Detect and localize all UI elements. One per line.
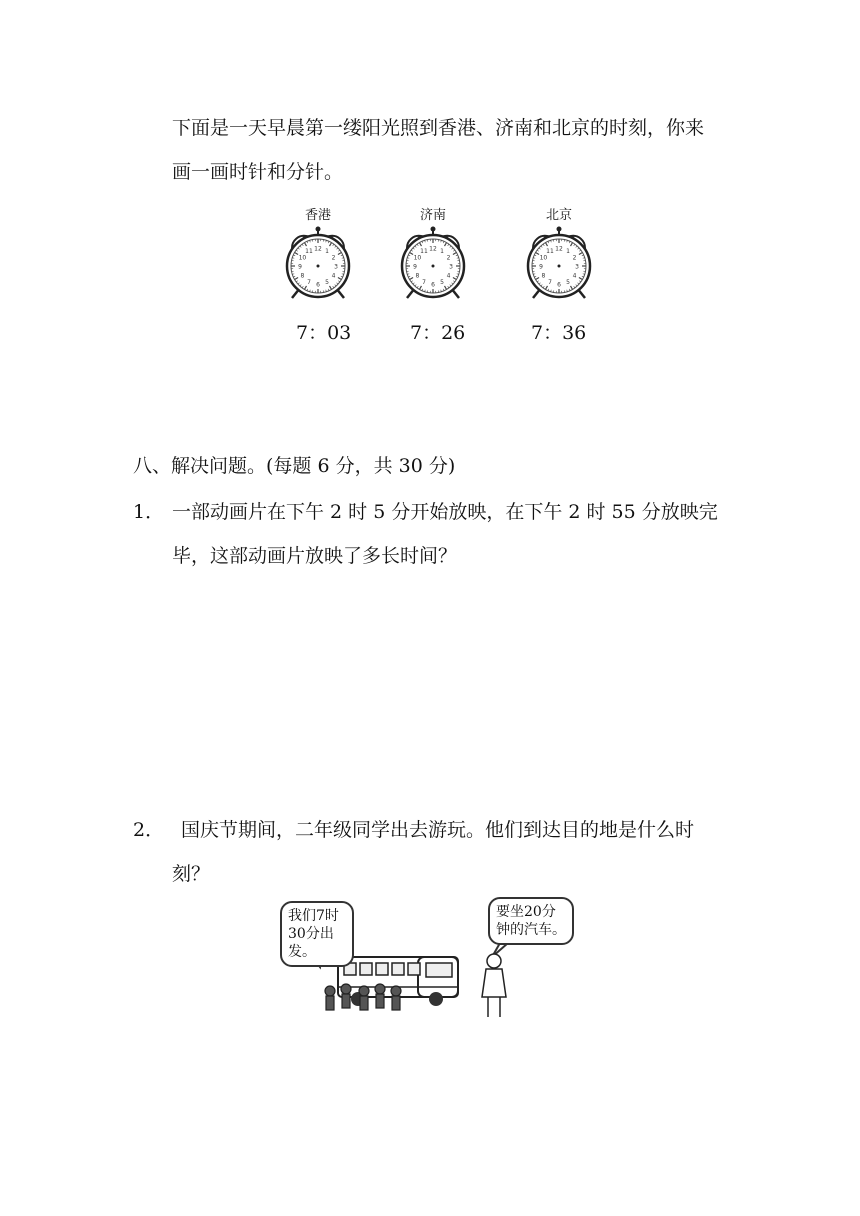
alarm-clock-icon xyxy=(278,224,358,300)
alarm-clock-icon xyxy=(519,224,599,300)
q2-line-2: 刻？ xyxy=(172,863,211,885)
svg-text:12: 12 xyxy=(555,245,563,253)
teacher-figure xyxy=(482,954,506,1017)
svg-text:9: 9 xyxy=(413,263,417,271)
intro-line-2: 画一画时针和分针。 xyxy=(172,161,344,183)
svg-text:8: 8 xyxy=(415,272,420,280)
svg-text:1: 1 xyxy=(440,247,444,255)
svg-text:10: 10 xyxy=(539,254,548,262)
svg-text:2: 2 xyxy=(446,254,451,262)
svg-text:6: 6 xyxy=(557,281,561,289)
speech-bubble-left: 我们7时30分出发。 xyxy=(280,901,354,967)
svg-text:7: 7 xyxy=(307,279,311,287)
svg-text:5: 5 xyxy=(325,279,329,287)
svg-text:3: 3 xyxy=(334,263,338,271)
clock-time-jinan: 7：26 xyxy=(410,322,466,344)
clock-city-label: 北京 xyxy=(545,208,572,223)
clock-time-beijing: 7：36 xyxy=(531,322,587,344)
svg-text:11: 11 xyxy=(420,247,428,255)
svg-text:1: 1 xyxy=(566,247,570,255)
intro-line-1: 下面是一天早晨第一缕阳光照到香港、济南和北京的时刻，你来 xyxy=(172,117,705,139)
bus-illustration xyxy=(268,895,598,1025)
svg-text:6: 6 xyxy=(431,281,435,289)
svg-text:2: 2 xyxy=(572,254,577,262)
svg-text:8: 8 xyxy=(541,272,546,280)
svg-text:4: 4 xyxy=(446,272,451,280)
speech-bubble-right: 要坐20分钟的汽车。 xyxy=(488,897,574,945)
svg-text:11: 11 xyxy=(305,247,313,255)
svg-text:5: 5 xyxy=(566,279,570,287)
q2-number: 2． xyxy=(133,819,165,841)
q1-number: 1． xyxy=(133,501,165,523)
section-heading: 八、解决问题。(每题 6 分，共 30 分) xyxy=(133,455,456,477)
svg-text:3: 3 xyxy=(575,263,579,271)
q1-line-1: 一部动画片在下午 2 时 5 分开始放映，在下午 2 时 55 分放映完 xyxy=(172,501,718,523)
svg-text:8: 8 xyxy=(300,272,305,280)
svg-text:12: 12 xyxy=(314,245,322,253)
svg-text:7: 7 xyxy=(422,279,426,287)
svg-text:10: 10 xyxy=(413,254,422,262)
svg-text:11: 11 xyxy=(546,247,554,255)
svg-text:6: 6 xyxy=(316,281,320,289)
q2-line-1: 国庆节期间，二年级同学出去游玩。他们到达目的地是什么时 xyxy=(181,819,695,841)
svg-text:9: 9 xyxy=(539,263,543,271)
clock-city-label: 济南 xyxy=(419,208,446,223)
svg-text:10: 10 xyxy=(298,254,307,262)
svg-text:4: 4 xyxy=(331,272,336,280)
clock-time-hongkong: 7：03 xyxy=(296,322,352,344)
svg-text:5: 5 xyxy=(440,279,444,287)
q1-line-2: 毕，这部动画片放映了多长时间？ xyxy=(172,545,458,567)
svg-text:9: 9 xyxy=(298,263,302,271)
svg-text:2: 2 xyxy=(331,254,336,262)
svg-text:12: 12 xyxy=(429,245,437,253)
svg-text:7: 7 xyxy=(548,279,552,287)
svg-text:3: 3 xyxy=(449,263,453,271)
clock-city-label: 香港 xyxy=(304,208,331,223)
svg-text:1: 1 xyxy=(325,247,329,255)
svg-text:4: 4 xyxy=(572,272,577,280)
alarm-clock-icon xyxy=(393,224,473,300)
